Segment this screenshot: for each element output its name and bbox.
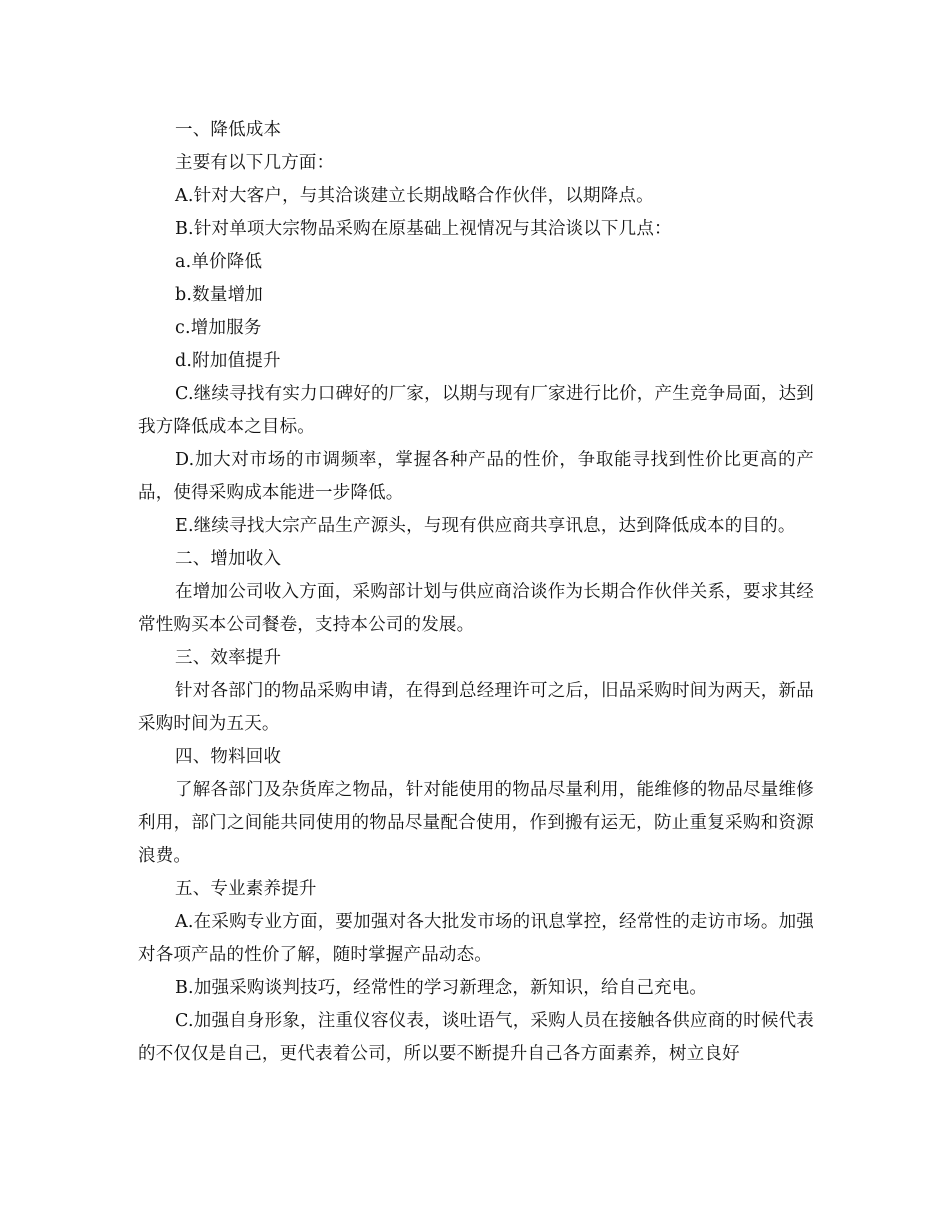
heading-professional-quality: 五、专业素养提升 [175,879,317,899]
sub-item-d-added-value: d.附加值提升 [175,351,281,371]
sub-item-b-quantity: b.数量增加 [175,285,263,305]
paragraph-item-d-market-survey: D.加大对市场的市调频率，掌握各种产品的性价，争取能寻找到性价比更高的产品，使得采购成本能进一步降低。 [138,450,814,503]
sub-item-a-unit-price: a.单价降低 [175,252,263,272]
paragraph-quality-b-negotiation: B.加强采购谈判技巧，经常性的学习新理念，新知识，给自己充电。 [175,978,708,998]
heading-reduce-cost: 一、降低成本 [175,120,282,140]
paragraph-efficiency-timing: 针对各部门的物品采购申请，在得到总经理许可之后，旧品采购时间为两天，新品采购时间为五天。 [138,681,814,734]
sub-item-c-service: c.增加服务 [175,318,262,338]
paragraph-item-e-production-source: E.继续寻找大宗产品生产源头，与现有供应商共享讯息，达到降低成本的目的。 [175,516,796,536]
heading-efficiency: 三、效率提升 [175,648,282,668]
paragraph-material-recovery: 了解各部门及杂货库之物品，针对能使用的物品尽量利用，能维修的物品尽量维修利用，部门之间能共同使用的物品尽量配合使用，作到搬有运无，防止重复采购和资源浪费。 [138,780,814,866]
paragraph-quality-a-market: A.在采购专业方面，要加强对各大批发市场的讯息掌控，经常性的走访市场。加强对各项产品的性价了解，随时掌握产品动态。 [138,912,814,965]
paragraph-quality-c-image: C.加强自身形象，注重仪容仪表，谈吐语气，采购人员在接触各供应商的时候代表的不仅仅是自己，更代表着公司，所以要不断提升自己各方面素养，树立良好 [138,1011,814,1064]
paragraph-item-c-new-suppliers: C.继续寻找有实力口碑好的厂家，以期与现有厂家进行比价，产生竞争局面，达到我方降低成本之目标。 [138,384,814,437]
paragraph-income-plan: 在增加公司收入方面，采购部计划与供应商洽谈作为长期合作伙伴关系，要求其经常性购买本公司餐卷，支持本公司的发展。 [138,582,814,635]
paragraph-item-b-bulk-purchase: B.针对单项大宗物品采购在原基础上视情况与其洽谈以下几点： [175,219,672,239]
heading-material-recovery: 四、物料回收 [175,747,282,767]
document-body [138,114,814,1071]
heading-increase-income: 二、增加收入 [175,549,282,569]
paragraph-item-a-major-clients: A.针对大客户，与其洽谈建立长期战略合作伙伴，以期降点。 [175,186,654,206]
paragraph-aspects-intro: 主要有以下几方面： [175,153,335,173]
